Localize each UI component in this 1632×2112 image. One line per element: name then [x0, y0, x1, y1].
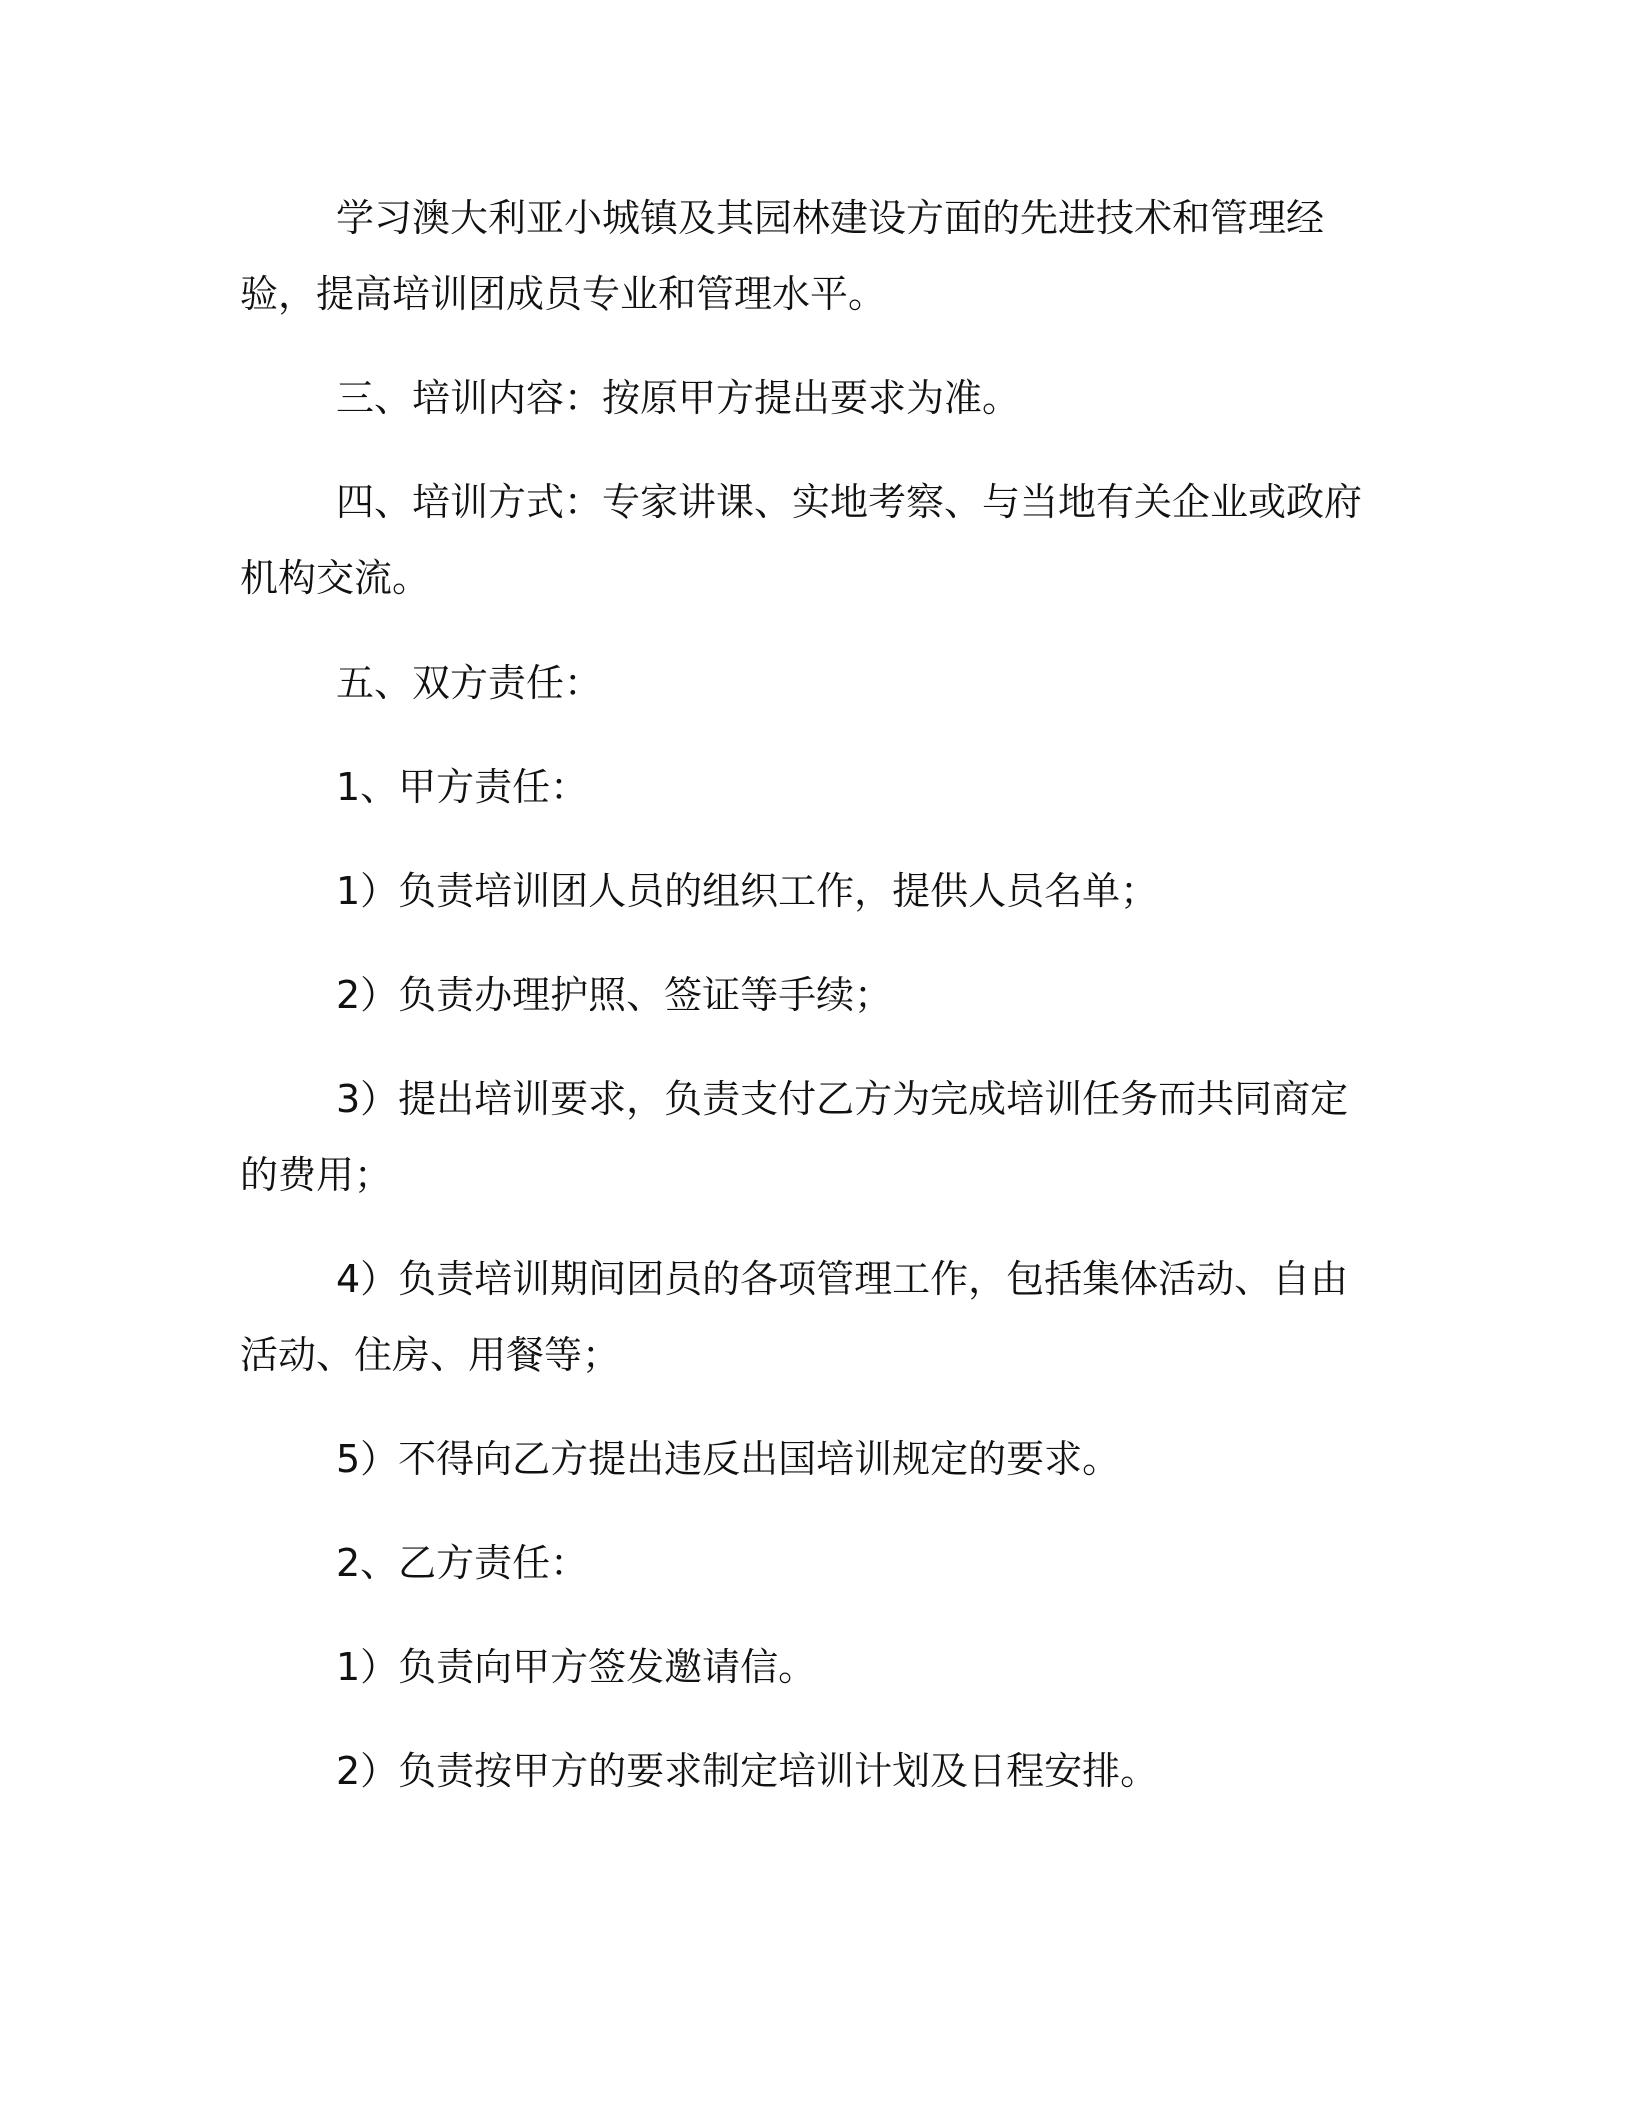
paragraph-party-a-item-2: 2）负责办理护照、签证等手续；	[336, 973, 893, 1017]
paragraph-party-a-item-3: 3）提出培训要求，负责支付乙方为完成培训任务而共同商定的费用；	[240, 1077, 1349, 1197]
paragraph-party-a-item-1: 1）负责培训团人员的组织工作，提供人员名单；	[336, 869, 1159, 913]
paragraph-party-b-item-1: 1）负责向甲方签发邀请信。	[336, 1645, 817, 1689]
paragraph-training-content: 三、培训内容：按原甲方提出要求为准。	[336, 376, 1021, 420]
paragraph-party-b-heading: 2、乙方责任：	[336, 1541, 589, 1585]
paragraph-goal: 学习澳大利亚小城镇及其园林建设方面的先进技术和管理经验，提高培训团成员专业和管理水平。	[240, 196, 1325, 316]
paragraph-party-b-item-2: 2）负责按甲方的要求制定培训计划及日程安排。	[336, 1749, 1159, 1793]
paragraph-training-method: 四、培训方式：专家讲课、实地考察、与当地有关企业或政府机构交流。	[240, 480, 1363, 600]
paragraph-party-a-item-4: 4）负责培训期间团员的各项管理工作，包括集体活动、自由活动、住房、用餐等；	[240, 1257, 1349, 1377]
paragraph-party-a-heading: 1、甲方责任：	[336, 765, 589, 809]
paragraph-responsibilities-heading: 五、双方责任：	[336, 661, 603, 705]
paragraph-party-a-item-5: 5）不得向乙方提出违反出国培训规定的要求。	[336, 1437, 1121, 1481]
